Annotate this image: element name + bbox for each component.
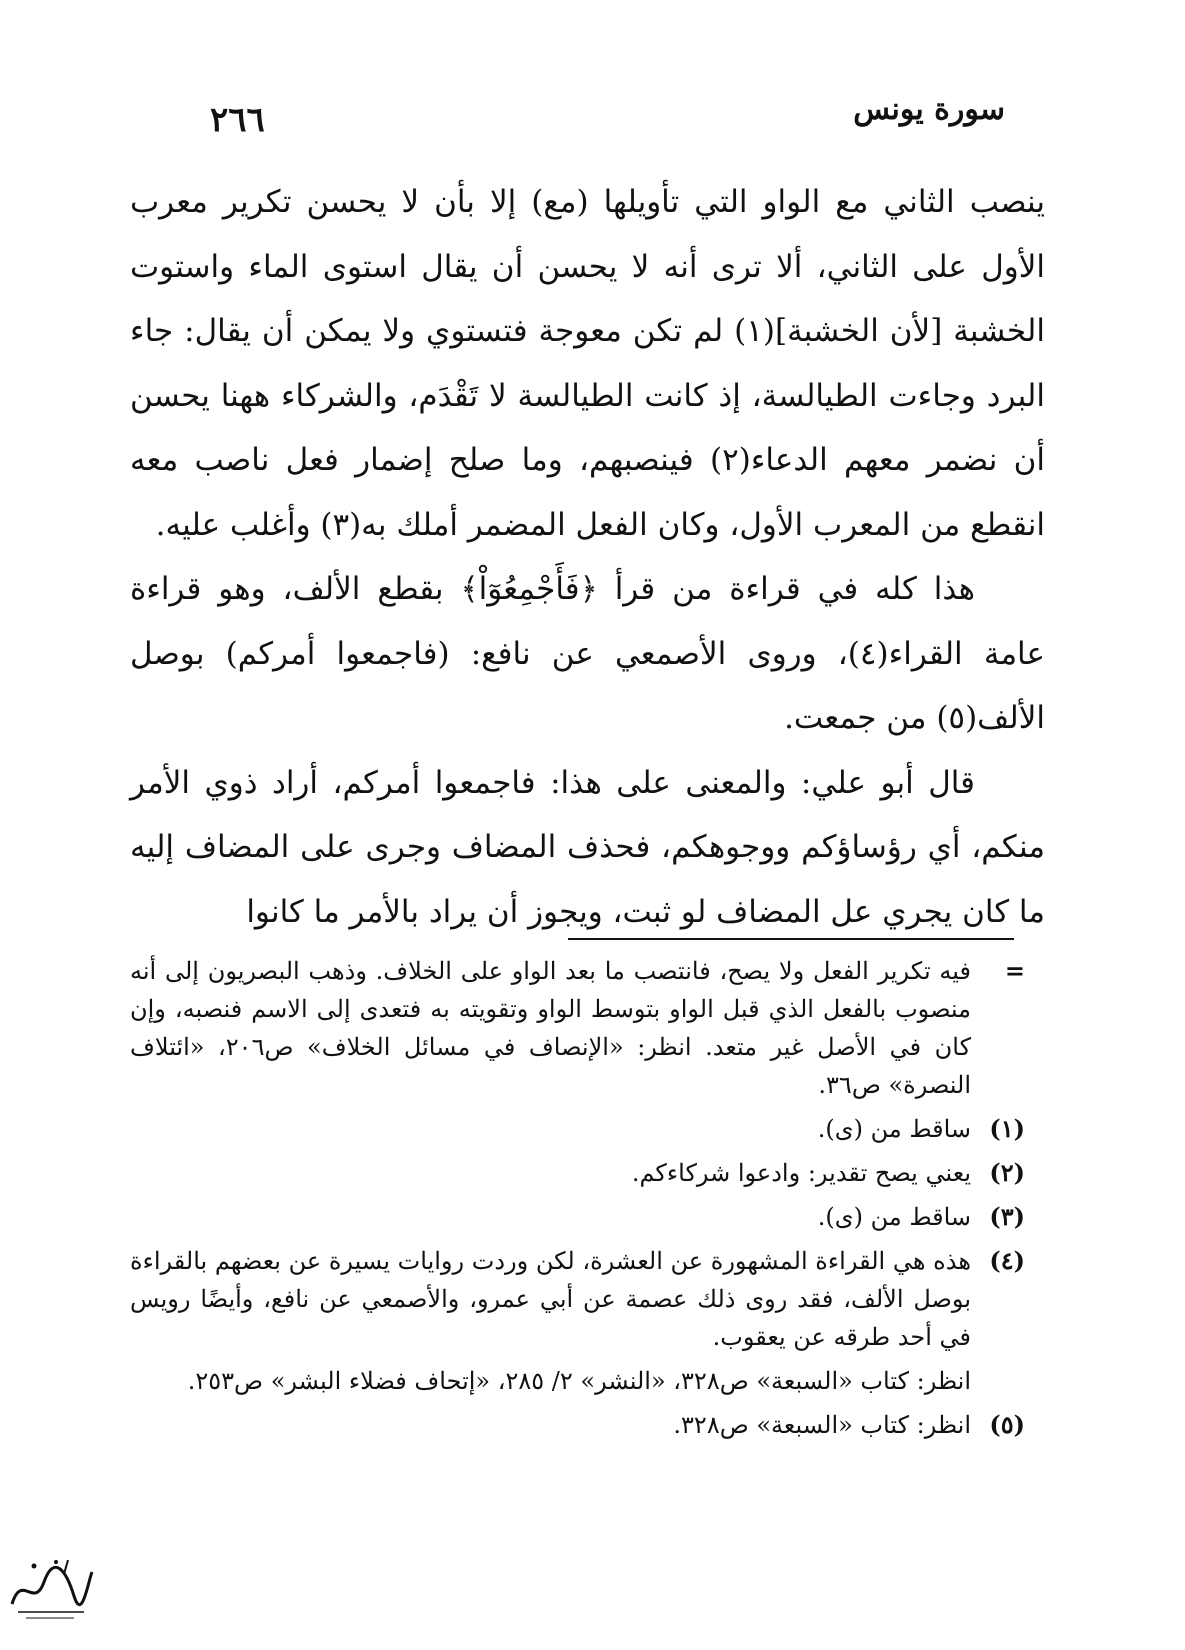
paragraph: هذا كله في قراءة من قرأ ﴿فَأَجْمِعُوٓاْ﴾ بقطع الألف، وهو قراءة عامة القراء(٤)، وروى الأصمعي عن نافع: (فاجمعوا أمركم) بوصل الألف(٥) من جمعت. [130,571,1045,736]
footnote-1 [130,1110,1025,1148]
footnote-text: انظر: كتاب «السبعة» ص٣٢٨. [673,1411,971,1439]
footnote-5 [130,1406,1025,1444]
almoshaker-logo-icon [4,1552,96,1624]
footnote-3 [130,1198,1025,1236]
paragraph: قال أبو علي: والمعنى على هذا: فاجمعوا أمركم، أراد ذوي الأمر منكم، أي رؤساؤكم ووجوهكم، فحذف المضاف وجرى على المضاف إليه ما كان يجري عل المضاف لو ثبت، ويجوز أن يراد بالأمر ما كانوا [130,764,1045,930]
footnote-marker: (٣) [989,1202,1025,1231]
footnote-marker: (١) [989,1114,1025,1143]
surah-title: سورة يونس [853,92,1005,127]
page-header [210,92,1005,142]
footnotes [130,952,1025,1450]
footnote-marker: (٤) [989,1246,1025,1275]
footnote-text: ساقط من (ى). [817,1203,971,1231]
footnote-marker: (٥) [989,1410,1025,1439]
footnote-text: هذه هي القراءة المشهورة عن العشرة، لكن وردت روايات يسيرة عن بعضهم بالقراءة بوصل الألف، فقد روى ذلك عصمة عن أبي عمرو، والأصمعي عن نافع، وأيضًا رويس في أحد طرقه عن يعقوب. [130,1247,971,1351]
main-text [130,170,1045,944]
footnote-continuation [130,952,1025,1104]
footnote-marker: = [1004,956,1025,985]
paragraph: ينصب الثاني مع الواو التي تأويلها (مع) إلا بأن لا يحسن تكرير معرب الأول على الثاني، ألا ترى أنه لا يحسن أن يقال استوى الماء واستوت الخشبة [لأن الخشبة](١) لم تكن معوجة فتستوي ولا يمكن أن يقال: جاء البرد وجاءت الطيالسة، إذ كانت الطيالسة لا تَقْدَم، والشركاء ههنا يحسن أن نضمر معهم الدعاء(٢) فينصبهم، وما صلح إضمار فعل ناصب معه انقطع من المعرب الأول، وكان الفعل المضمر أملك به(٣) وأغلب عليه. [130,184,1046,543]
footnote-text: يعني يصح تقدير: وادعوا شركاءكم. [631,1159,971,1187]
footnote-4-reference: انظر: كتاب «السبعة» ص٣٢٨، «النشر» ٢/ ٢٨٥، «إتحاف فضلاء البشر» ص٢٥٣. [187,1367,971,1395]
footnote-text: فيه تكرير الفعل ولا يصح، فانتصب ما بعد الواو على الخلاف. وذهب البصريون إلى أنه منصوب بالفعل الذي قبل الواو بتوسط الواو وتقويته به فتعدى إلى الاسم فنصبه، وإن كان في الأصل غير متعد. انظر: «الإنصاف في مسائل الخلاف» ص٢٠٦، «ائتلاف النصرة» ص٣٦. [130,957,972,1099]
footnote-2 [130,1154,1025,1192]
footnote-divider [568,938,1014,940]
page-number: ٢٦٦ [210,100,265,140]
footnote-text: ساقط من (ى). [817,1115,971,1143]
footnote-4 [130,1242,1025,1356]
footnote-marker: (٢) [989,1158,1025,1187]
